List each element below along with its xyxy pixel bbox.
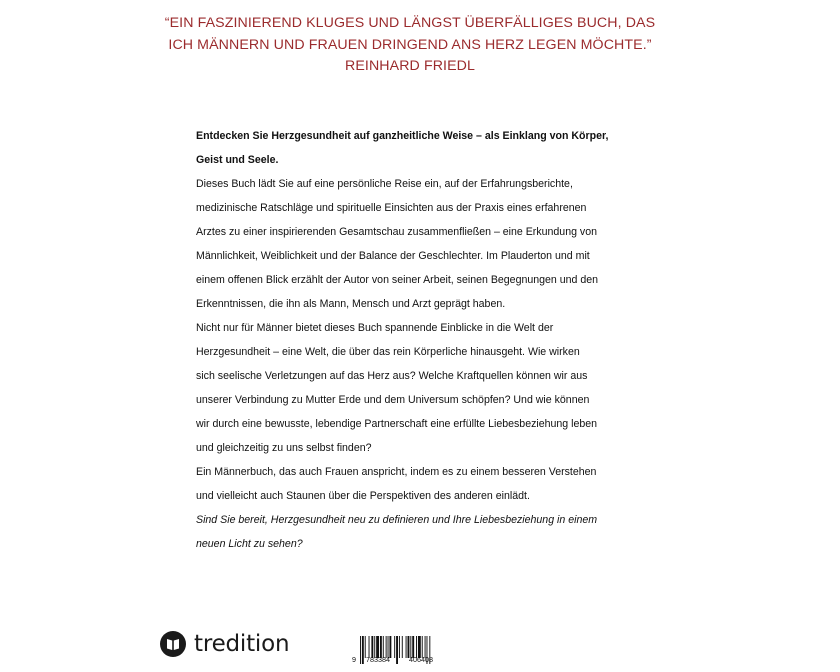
- blurb-line: Dieses Buch lädt Sie auf eine persönliche Reise ein, auf der Erfahrungsberichte,: [196, 178, 573, 190]
- blurb-text: [196, 124, 636, 556]
- publisher-logo: [160, 631, 289, 657]
- blurb-line: Arztes zu einer inspirierenden Gesamtschau zusammenfließen – eine Erkundung von: [196, 226, 598, 238]
- blurb-line: wir durch eine bewusste, lebendige Partnerschaft eine erfüllte Liebesbeziehung leben: [196, 418, 598, 430]
- barcode-bar: [399, 636, 400, 658]
- blurb-line: Erkenntnissen, die ihn als Mann, Mensch und Arzt geprägt haben.: [196, 298, 506, 310]
- barcode-bar: [396, 636, 398, 664]
- blurb-line: Herzgesundheit – eine Welt, die über das rein Körperliche hinausgeht. Wie wirken: [196, 346, 580, 358]
- blurb-line: Nicht nur für Männer bietet dieses Buch spannende Einblicke in die Welt der: [196, 322, 554, 334]
- blurb-closing-line: neuen Licht zu sehen?: [196, 538, 303, 550]
- tredition-book-icon: [160, 631, 186, 657]
- blurb-lead-line: Entdecken Sie Herzgesundheit auf ganzheitliche Weise – als Einklang von Körper,: [196, 130, 609, 142]
- blurb-lead-line: Geist und Seele.: [196, 154, 279, 166]
- blurb-line: medizinische Ratschläge und spirituelle Einsichten aus der Praxis eines erfahrenen: [196, 202, 587, 214]
- blurb-line: einem offenen Blick erzählt der Autor von seiner Arbeit, seinen Begegnungen und den: [196, 274, 599, 286]
- barcode-bar: [362, 636, 364, 664]
- blurb-line: und vielleicht auch Staunen über die Perspektiven des anderen einlädt.: [196, 490, 530, 502]
- quote-line: “EIN FASZINIEREND KLUGES UND LÄNGST ÜBERFÄLLIGES BUCH, DAS: [164, 15, 656, 31]
- isbn-barcode: [350, 634, 460, 672]
- endorsement-quote: [110, 13, 710, 78]
- blurb-line: und gleichzeitig zu uns selbst finden?: [196, 442, 372, 454]
- quote-author: REINHARD FRIEDL: [345, 58, 475, 74]
- blurb-line: sich seelische Verletzungen auf das Herz aus? Welche Kraftquellen können wir aus: [196, 370, 588, 382]
- barcode-digit-first: 9: [352, 655, 356, 664]
- quote-line: ICH MÄNNERN UND FRAUEN DRINGEND ANS HERZ LEGEN MÖCHTE.”: [168, 36, 652, 53]
- blurb-line: Ein Männerbuch, das auch Frauen anspricht, indem es zu einem besseren Verstehen: [196, 466, 597, 478]
- barcode-digits-left: 783384: [366, 655, 390, 664]
- blurb-closing-line: Sind Sie bereit, Herzgesundheit neu zu definieren und Ihre Liebesbeziehung in einem: [196, 514, 598, 526]
- barcode-bar: [394, 636, 395, 658]
- barcode-bar: [360, 636, 361, 664]
- publisher-name: tredition: [194, 631, 290, 657]
- barcode-bar: [406, 636, 407, 658]
- barcode-bar: [402, 636, 403, 658]
- blurb-line: unserer Verbindung zu Mutter Erde und dem Universum schöpfen? Und wie können: [196, 394, 590, 406]
- barcode-digits-right: 406408: [409, 655, 433, 664]
- blurb-line: Männlichkeit, Weiblichkeit und der Balance der Geschlechter. Im Plauderton und mit: [196, 250, 590, 262]
